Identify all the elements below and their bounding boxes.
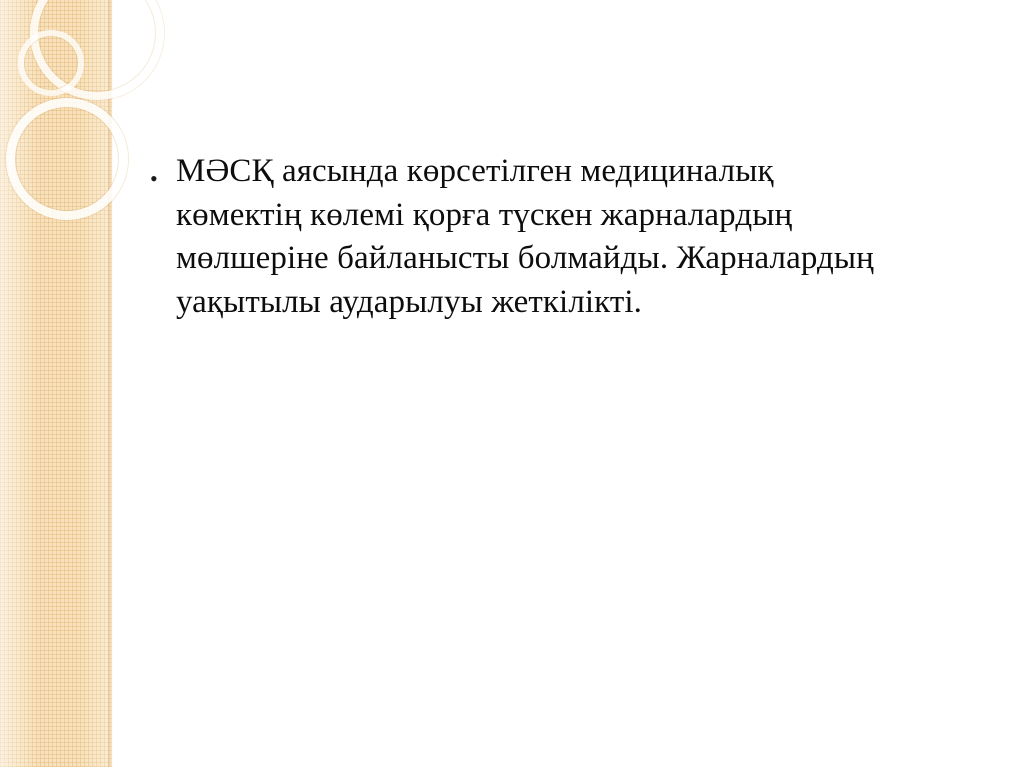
decorative-ring-small-icon <box>18 30 84 96</box>
decorative-ring-large-icon <box>6 98 128 220</box>
bullet-text: МӘСҚ аясында көрсетілген медициналық көмектің көлемі қорға түскен жарналардың мөлшеріне байланысты болмайды. Жарналардың уақытылы аударылуы жеткілікті. <box>176 153 874 320</box>
bullet-marker-icon: • <box>150 166 158 191</box>
list-item <box>150 150 950 324</box>
slide-content <box>150 150 950 324</box>
